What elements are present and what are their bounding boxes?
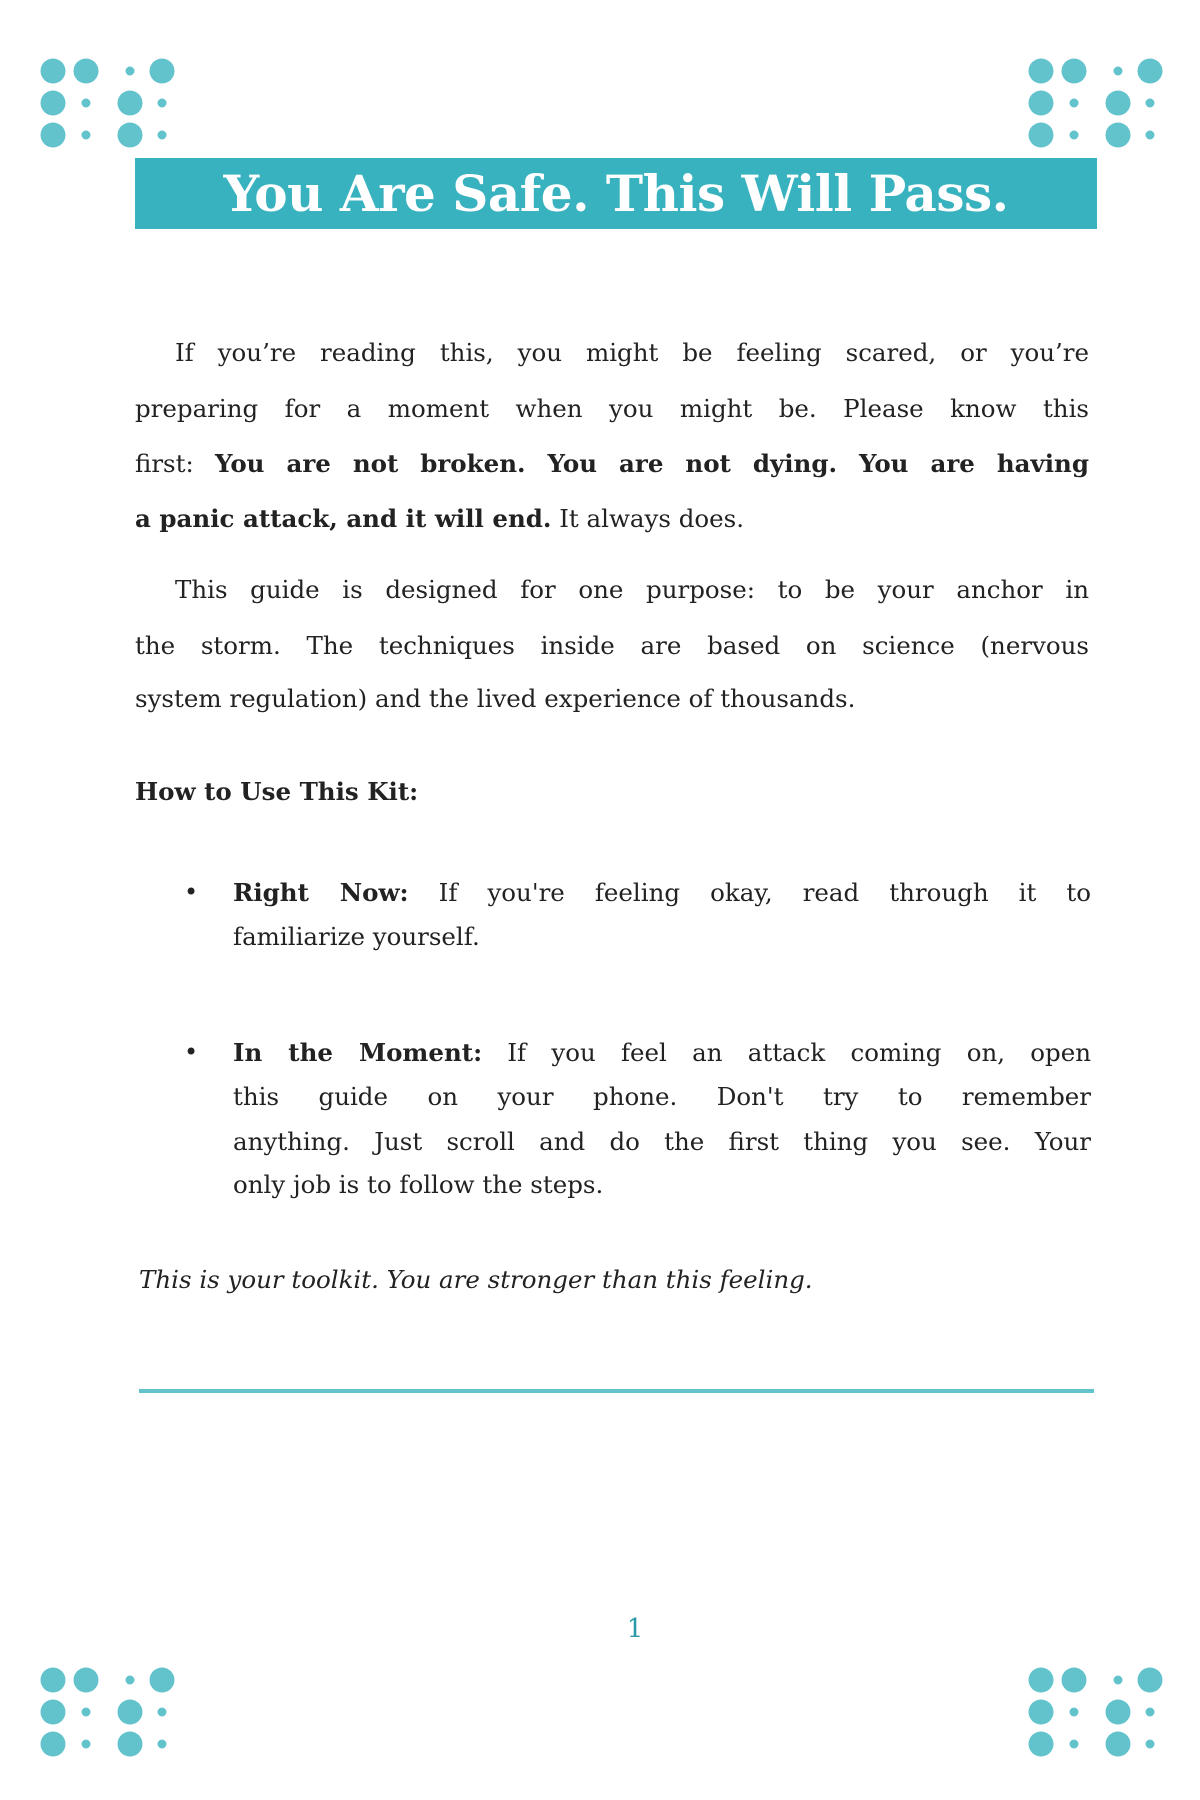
intro-text: first: <box>135 449 215 478</box>
braille-dot <box>118 91 143 116</box>
list-item-line: familiarize yourself. <box>233 922 480 951</box>
purpose-line: the storm. The techniques inside are based on science (nervous <box>135 631 1089 660</box>
bullet-icon: • <box>184 1038 199 1066</box>
page-number: 1 <box>626 1614 644 1644</box>
bullet-icon: • <box>184 878 199 906</box>
list-item-line <box>233 878 1091 908</box>
intro-line: If you’re reading this, you might be feeling scared, or you’re <box>175 338 1089 367</box>
list-item-line: this guide on your phone. Don't try to remember <box>233 1082 1091 1111</box>
list-item-label: In the Moment: <box>233 1038 483 1067</box>
braille-dot <box>74 59 99 84</box>
section-heading: How to Use This Kit: <box>135 777 419 806</box>
braille-dot <box>1070 131 1079 140</box>
list-item-line: only job is to follow the steps. <box>233 1170 604 1199</box>
braille-dot <box>82 131 91 140</box>
list-item-text: If you're feeling okay, read through it to <box>408 878 1091 907</box>
closing-statement: This is your toolkit. You are stronger than this feeling. <box>139 1265 813 1294</box>
braille-dot <box>1106 91 1131 116</box>
braille-decoration-top-left <box>40 58 170 148</box>
braille-dot <box>41 1700 66 1725</box>
braille-dot <box>82 99 91 108</box>
braille-dot <box>1062 1668 1087 1693</box>
braille-dot <box>82 1708 91 1717</box>
braille-dot <box>1146 99 1155 108</box>
intro-emphasis: You are not broken. You are not dying. You are having <box>214 449 1089 478</box>
braille-dot <box>1029 123 1054 148</box>
braille-dot <box>41 59 66 84</box>
braille-dot <box>118 1700 143 1725</box>
braille-dot <box>1114 1676 1123 1685</box>
braille-dot <box>1070 99 1079 108</box>
intro-line: preparing for a moment when you might be. Please know this <box>135 394 1089 423</box>
list-item-text: If you feel an attack coming on, open <box>482 1038 1091 1067</box>
braille-dot <box>1106 1700 1131 1725</box>
braille-dot <box>1114 67 1123 76</box>
braille-dot <box>158 1740 167 1749</box>
list-item-line: anything. Just scroll and do the first thing you see. Your <box>233 1127 1091 1156</box>
divider <box>139 1389 1094 1393</box>
intro-line <box>135 449 1089 479</box>
braille-dot <box>150 59 175 84</box>
braille-dot <box>1146 1740 1155 1749</box>
braille-dot <box>1138 1668 1163 1693</box>
braille-decoration-bottom-right <box>1028 1667 1158 1757</box>
list-item-line <box>233 1038 1091 1068</box>
page-title: You Are Safe. This Will Pass. <box>135 158 1097 229</box>
braille-dot <box>1106 123 1131 148</box>
braille-dot <box>1029 1700 1054 1725</box>
purpose-line: system regulation) and the lived experience of thousands. <box>135 684 856 713</box>
braille-dot <box>150 1668 175 1693</box>
braille-dot <box>1029 59 1054 84</box>
braille-dot <box>41 123 66 148</box>
braille-dot <box>41 1732 66 1757</box>
braille-dot <box>1146 131 1155 140</box>
braille-dot <box>1146 1708 1155 1717</box>
braille-dot <box>74 1668 99 1693</box>
braille-dot <box>1070 1740 1079 1749</box>
braille-dot <box>1029 1668 1054 1693</box>
braille-dot <box>41 91 66 116</box>
braille-dot <box>82 1740 91 1749</box>
braille-dot <box>126 67 135 76</box>
braille-dot <box>126 1676 135 1685</box>
braille-dot <box>158 99 167 108</box>
intro-text: It always does. <box>551 504 745 533</box>
braille-dot <box>41 1668 66 1693</box>
braille-dot <box>1106 1732 1131 1757</box>
intro-line <box>135 504 1089 534</box>
braille-dot <box>1029 91 1054 116</box>
list-item-label: Right Now: <box>233 878 409 907</box>
braille-dot <box>1070 1708 1079 1717</box>
braille-dot <box>1062 59 1087 84</box>
braille-decoration-top-right <box>1028 58 1158 148</box>
braille-decoration-bottom-left <box>40 1667 170 1757</box>
braille-dot <box>1029 1732 1054 1757</box>
braille-dot <box>1138 59 1163 84</box>
braille-dot <box>118 1732 143 1757</box>
braille-dot <box>118 123 143 148</box>
intro-emphasis: a panic attack, and it will end. <box>135 504 552 533</box>
braille-dot <box>158 1708 167 1717</box>
purpose-line: This guide is designed for one purpose: to be your anchor in <box>175 575 1089 604</box>
braille-dot <box>158 131 167 140</box>
